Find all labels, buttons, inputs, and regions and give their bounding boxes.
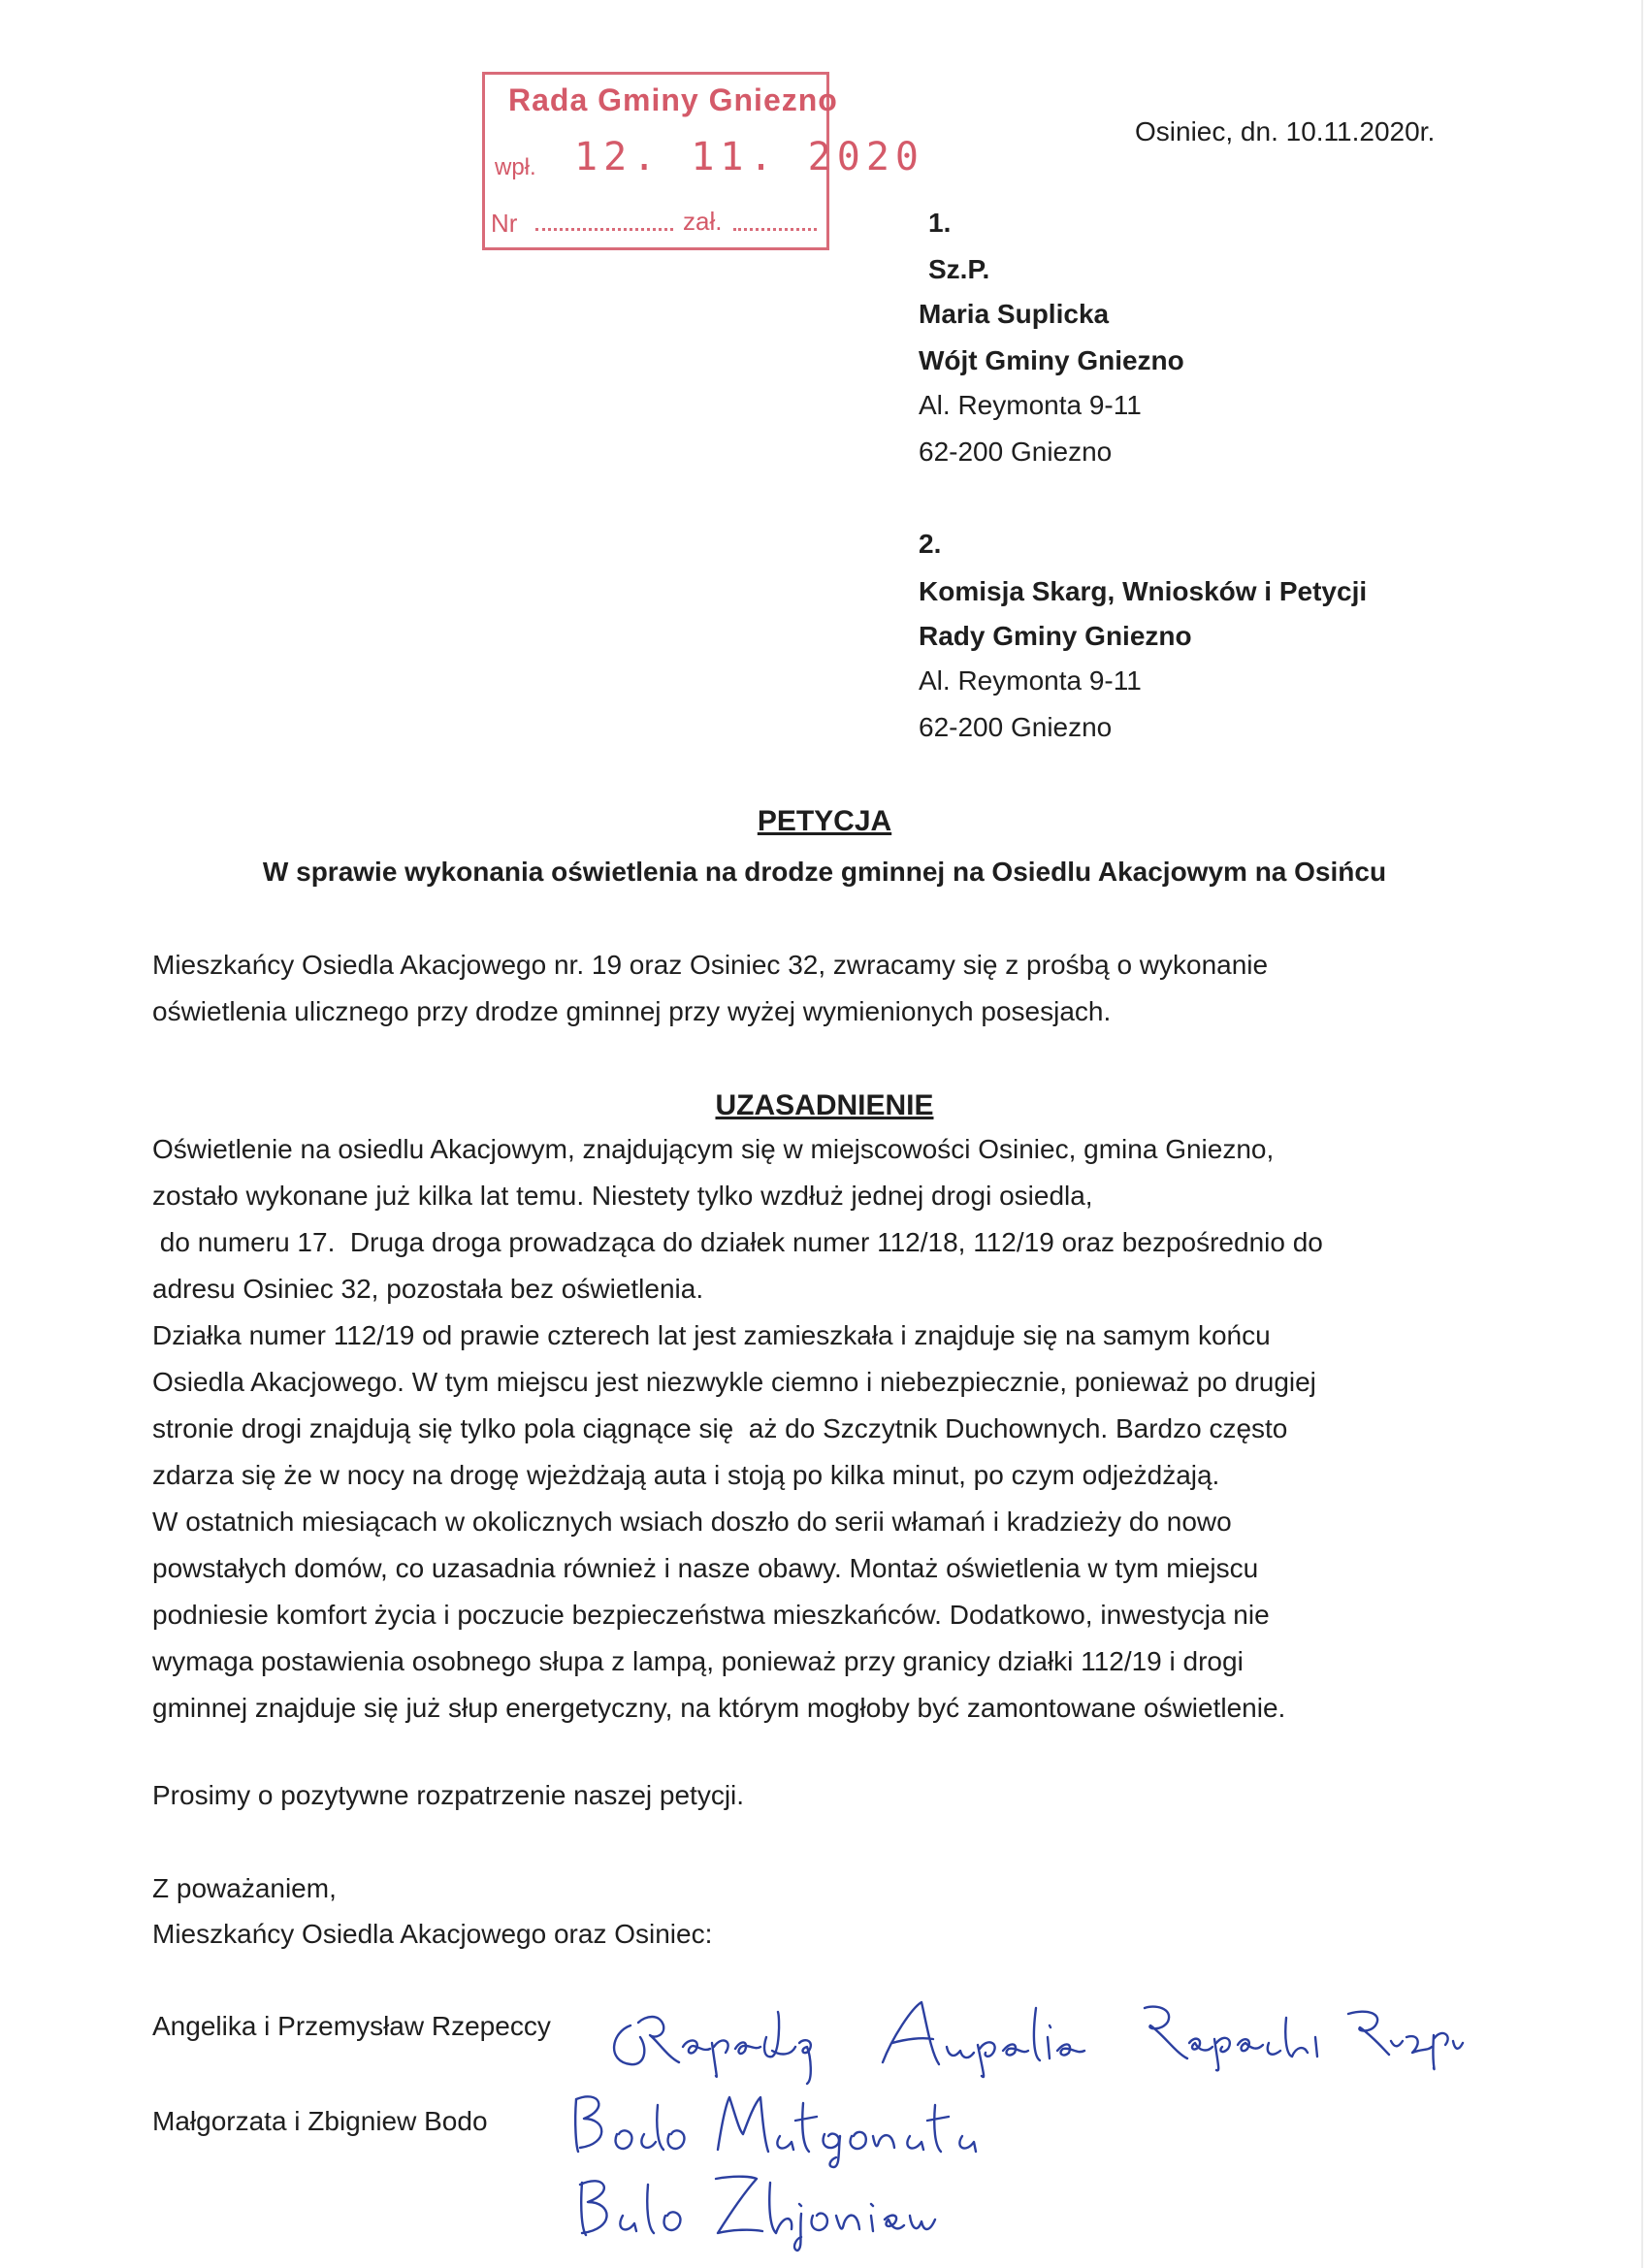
stamp-received-date: 12. 11. 2020 bbox=[574, 135, 924, 179]
regards: Z poważaniem, bbox=[152, 1873, 337, 1903]
signatory-name: Angelika i Przemysław Rzepeccy bbox=[152, 2011, 551, 2041]
signature-rzepeccy bbox=[601, 1979, 1474, 2086]
stamp-attachments-label: zał. bbox=[683, 207, 723, 236]
justification-line: stronie drogi znajdują się tylko pola ciągnące się aż do Szczytnik Duchownych. Bardzo często bbox=[152, 1413, 1288, 1443]
recipient-1-salutation: Sz.P. bbox=[928, 254, 990, 284]
stamp-received-label: wpł. bbox=[495, 154, 536, 180]
signatory-name: Małgorzata i Zbigniew Bodo bbox=[152, 2106, 488, 2136]
recipient-1-city: 62-200 Gniezno bbox=[919, 437, 1113, 467]
stamp-title: Rada Gminy Gniezno bbox=[508, 82, 838, 117]
recipient-2-number: 2. bbox=[919, 529, 942, 559]
closing-request: Prosimy o pozytywne rozpatrzenie naszej petycji. bbox=[152, 1780, 745, 1810]
recipient-2-street: Al. Reymonta 9-11 bbox=[919, 665, 1142, 696]
justification-line: powstałych domów, co uzasadnia również i nasze obawy. Montaż oświetlenia w tym miejscu bbox=[152, 1553, 1259, 1583]
recipient-2-name: Komisja Skarg, Wniosków i Petycji bbox=[919, 576, 1368, 606]
petition-subtitle: W sprawie wykonania oświetlenia na drodze gminnej na Osiedlu Akacjowym na Osińcu bbox=[262, 857, 1387, 887]
recipient-1-title: Wójt Gminy Gniezno bbox=[919, 345, 1184, 375]
intro-line: Mieszkańcy Osiedla Akacjowego nr. 19 oraz Osiniec 32, zwracamy się z prośbą o wykonanie bbox=[152, 950, 1269, 980]
petition-title: PETYCJA bbox=[757, 805, 892, 837]
signature-bodo-zbigniew bbox=[563, 2155, 951, 2252]
recipient-1-street: Al. Reymonta 9-11 bbox=[919, 390, 1142, 420]
recipient-2-city: 62-200 Gniezno bbox=[919, 712, 1113, 742]
justification-line: Działka numer 112/19 od prawie czterech lat jest zamieszkała i znajduje się na samym końcu bbox=[152, 1320, 1271, 1350]
stamp-number-line bbox=[535, 228, 673, 231]
justification-line: adresu Osiniec 32, pozostała bez oświetlenia. bbox=[152, 1274, 704, 1304]
justification-line: gminnej znajduje się już słup energetyczny, na którym mogłoby być zamontowane oświetlenie. bbox=[152, 1693, 1286, 1723]
place-date: Osiniec, dn. 10.11.2020r. bbox=[1135, 116, 1436, 146]
recipient-1-name: Maria Suplicka bbox=[919, 299, 1110, 329]
justification-line: W ostatnich miesiącach w okolicznych wsiach doszło do serii włamań i kradzieży do nowo bbox=[152, 1507, 1232, 1537]
justification-line: podniesie komfort życia i poczucie bezpieczeństwa mieszkańców. Dodatkowo, inwestycja nie bbox=[152, 1600, 1270, 1630]
recipient-1-number: 1. bbox=[928, 208, 952, 238]
intro-line: oświetlenia ulicznego przy drodze gminnej przy wyżej wymienionych posesjach. bbox=[152, 996, 1112, 1026]
justification-title: UZASADNIENIE bbox=[715, 1089, 934, 1121]
justification-line: zostało wykonane już kilka lat temu. Niestety tylko wzdłuż jednej drogi osiedla, bbox=[152, 1181, 1093, 1211]
registry-stamp bbox=[482, 72, 924, 250]
justification-line: zdarza się że w nocy na drogę wjeżdżają auta i stoją po kilka minut, po czym odjeżdżają. bbox=[152, 1460, 1220, 1490]
stamp-attachments-line bbox=[733, 228, 817, 231]
justification-line: Oświetlenie na osiedlu Akacjowym, znajdującym się w miejscowości Osiniec, gmina Gniezno, bbox=[152, 1134, 1275, 1164]
scan-edge bbox=[1641, 0, 1643, 2268]
justification-line: Osiedla Akacjowego. W tym miejscu jest niezwykle ciemno i niebezpiecznie, ponieważ po drugiej bbox=[152, 1367, 1316, 1397]
stamp-number-label: Nr bbox=[491, 209, 518, 238]
justification-line: wymaga postawienia osobnego słupa z lampą, ponieważ przy granicy działki 112/19 i drogi bbox=[152, 1646, 1244, 1676]
justification-line: do numeru 17. Druga droga prowadząca do działek numer 112/18, 112/19 oraz bezpośrednio do bbox=[152, 1227, 1323, 1257]
regards-signatories-intro: Mieszkańcy Osiedla Akacjowego oraz Osiniec: bbox=[152, 1919, 713, 1949]
recipient-2-name-line2: Rady Gminy Gniezno bbox=[919, 621, 1192, 651]
